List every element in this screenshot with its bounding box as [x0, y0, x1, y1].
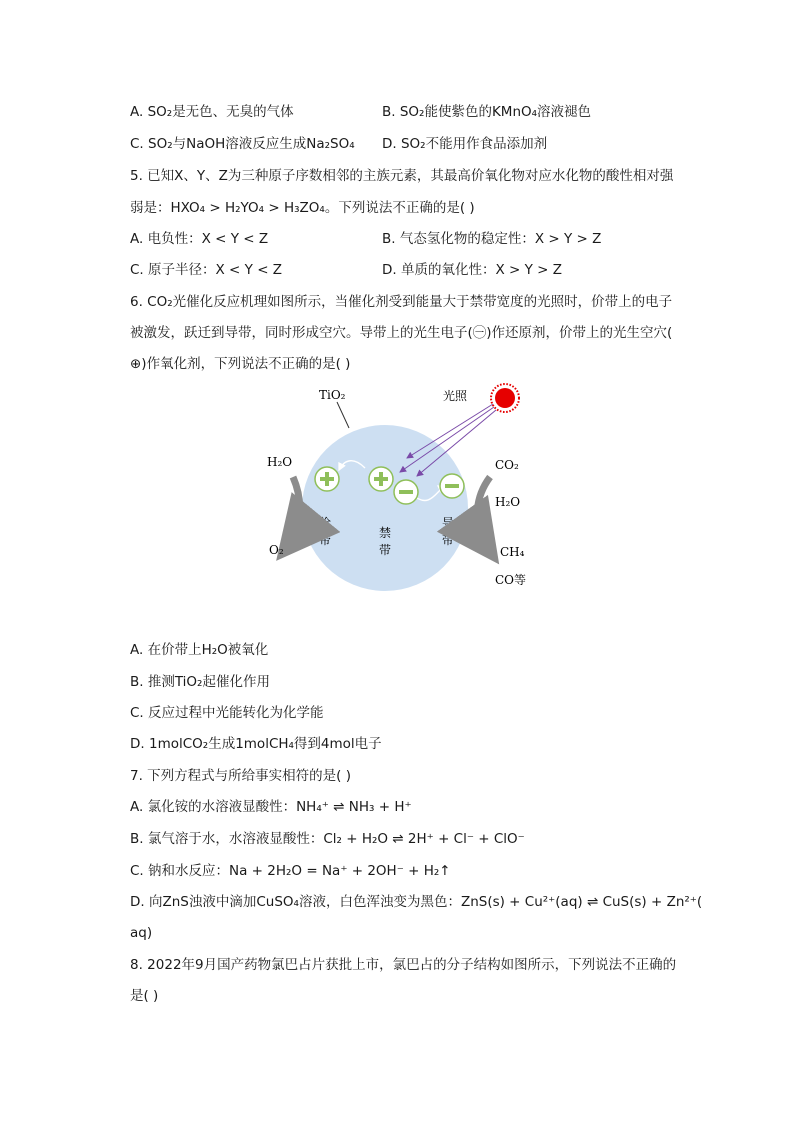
q4-option-b: B. SO₂能使紫色的KMnO₄溶液褪色 — [382, 104, 592, 120]
q5-option-d: D. 单质的氧化性：X > Y > Z — [382, 262, 563, 278]
valence-band-label-2: 带 — [319, 533, 332, 547]
q5-option-b: B. 气态氢化物的稳定性：X > Y > Z — [382, 231, 602, 247]
q6-option-b: B. 推测TiO₂起催化作用 — [130, 674, 270, 690]
conduction-band-label-1: 导 — [442, 516, 455, 530]
o2-product-label: O₂ — [269, 543, 284, 557]
light-arrow-1 — [407, 404, 493, 458]
co-product-label: CO等 — [495, 573, 527, 587]
photocatalysis-figure — [255, 380, 545, 610]
q7-option-d-line1: D. 向ZnS浊液中滴加CuSO₄溶液，白色浑浊变为黑色：ZnS(s) + Cu²⁺(aq) ⇌ CuS(s) + Zn²⁺( — [130, 894, 703, 910]
q8-stem-line1: 8. 2022年9月国产药物氯巴占片获批上市，氯巴占的分子结构如图所示，下列说法不正确的 — [130, 957, 677, 973]
left-reaction-arrow — [285, 477, 300, 550]
electron-icon — [394, 480, 418, 504]
q4-option-a: A. SO₂是无色、无臭的气体 — [130, 104, 294, 120]
sun-icon — [491, 384, 519, 412]
q7-option-d-line2: aq) — [130, 925, 153, 941]
valence-band-label-1: 价 — [319, 516, 332, 530]
q5-option-c: C. 原子半径：X < Y < Z — [130, 262, 283, 278]
q7-option-b: B. 氯气溶于水，水溶液显酸性：Cl₂ + H₂O ⇌ 2H⁺ + Cl⁻ + ClO⁻ — [130, 831, 525, 847]
q6-stem-line3: ⊕)作氧化剂，下列说法不正确的是( ) — [130, 356, 351, 372]
tio2-leader-line — [337, 402, 349, 428]
tio2-particle — [302, 425, 468, 591]
electron-icon — [440, 474, 464, 498]
q7-stem: 7. 下列方程式与所给事实相符的是( ) — [130, 768, 351, 784]
co2-reactant-label: CO₂ — [495, 458, 519, 472]
tio2-label: TiO₂ — [319, 388, 346, 402]
ch4-product-label: CH₄ — [500, 545, 525, 559]
q6-option-a: A. 在价带上H₂O被氧化 — [130, 642, 269, 658]
conduction-band-label-2: 带 — [442, 533, 455, 547]
band-gap-label-1: 禁 — [379, 526, 392, 540]
hole-icon — [369, 467, 393, 491]
q4-option-c: C. SO₂与NaOH溶液反应生成Na₂SO₄ — [130, 136, 355, 152]
q5-stem-line2: 弱是：HXO₄ > H₂YO₄ > H₃ZO₄。下列说法不正确的是( ) — [130, 200, 475, 216]
q6-option-c: C. 反应过程中光能转化为化学能 — [130, 705, 324, 721]
q7-option-a: A. 氯化铵的水溶液显酸性：NH₄⁺ ⇌ NH₃ + H⁺ — [130, 799, 412, 815]
q7-option-c: C. 钠和水反应：Na + 2H₂O = Na⁺ + 2OH⁻ + H₂↑ — [130, 863, 451, 879]
q6-option-d: D. 1molCO₂生成1molCH₄得到4mol电子 — [130, 736, 382, 752]
q6-stem-line1: 6. CO₂光催化反应机理如图所示，当催化剂受到能量大于禁带宽度的光照时，价带上的电子 — [130, 294, 673, 310]
q5-stem-line1: 5. 已知X、Y、Z为三种原子序数相邻的主族元素，其最高价氧化物对应水化物的酸性相对强 — [130, 168, 674, 184]
q4-option-d: D. SO₂不能用作食品添加剂 — [382, 136, 548, 152]
light-label: 光照 — [443, 389, 468, 403]
q8-stem-line2: 是( ) — [130, 988, 159, 1004]
hole-icon — [315, 467, 339, 491]
q5-option-a: A. 电负性：X < Y < Z — [130, 231, 269, 247]
right-reaction-arrow — [477, 477, 491, 553]
h2o-reactant-right-label: H₂O — [495, 495, 521, 509]
band-gap-label-2: 带 — [379, 543, 392, 557]
h2o-reactant-label: H₂O — [267, 455, 293, 469]
q6-stem-line2: 被激发，跃迁到导带，同时形成空穴。导带上的光生电子(㊀)作还原剂，价带上的光生空穴( — [130, 325, 673, 341]
